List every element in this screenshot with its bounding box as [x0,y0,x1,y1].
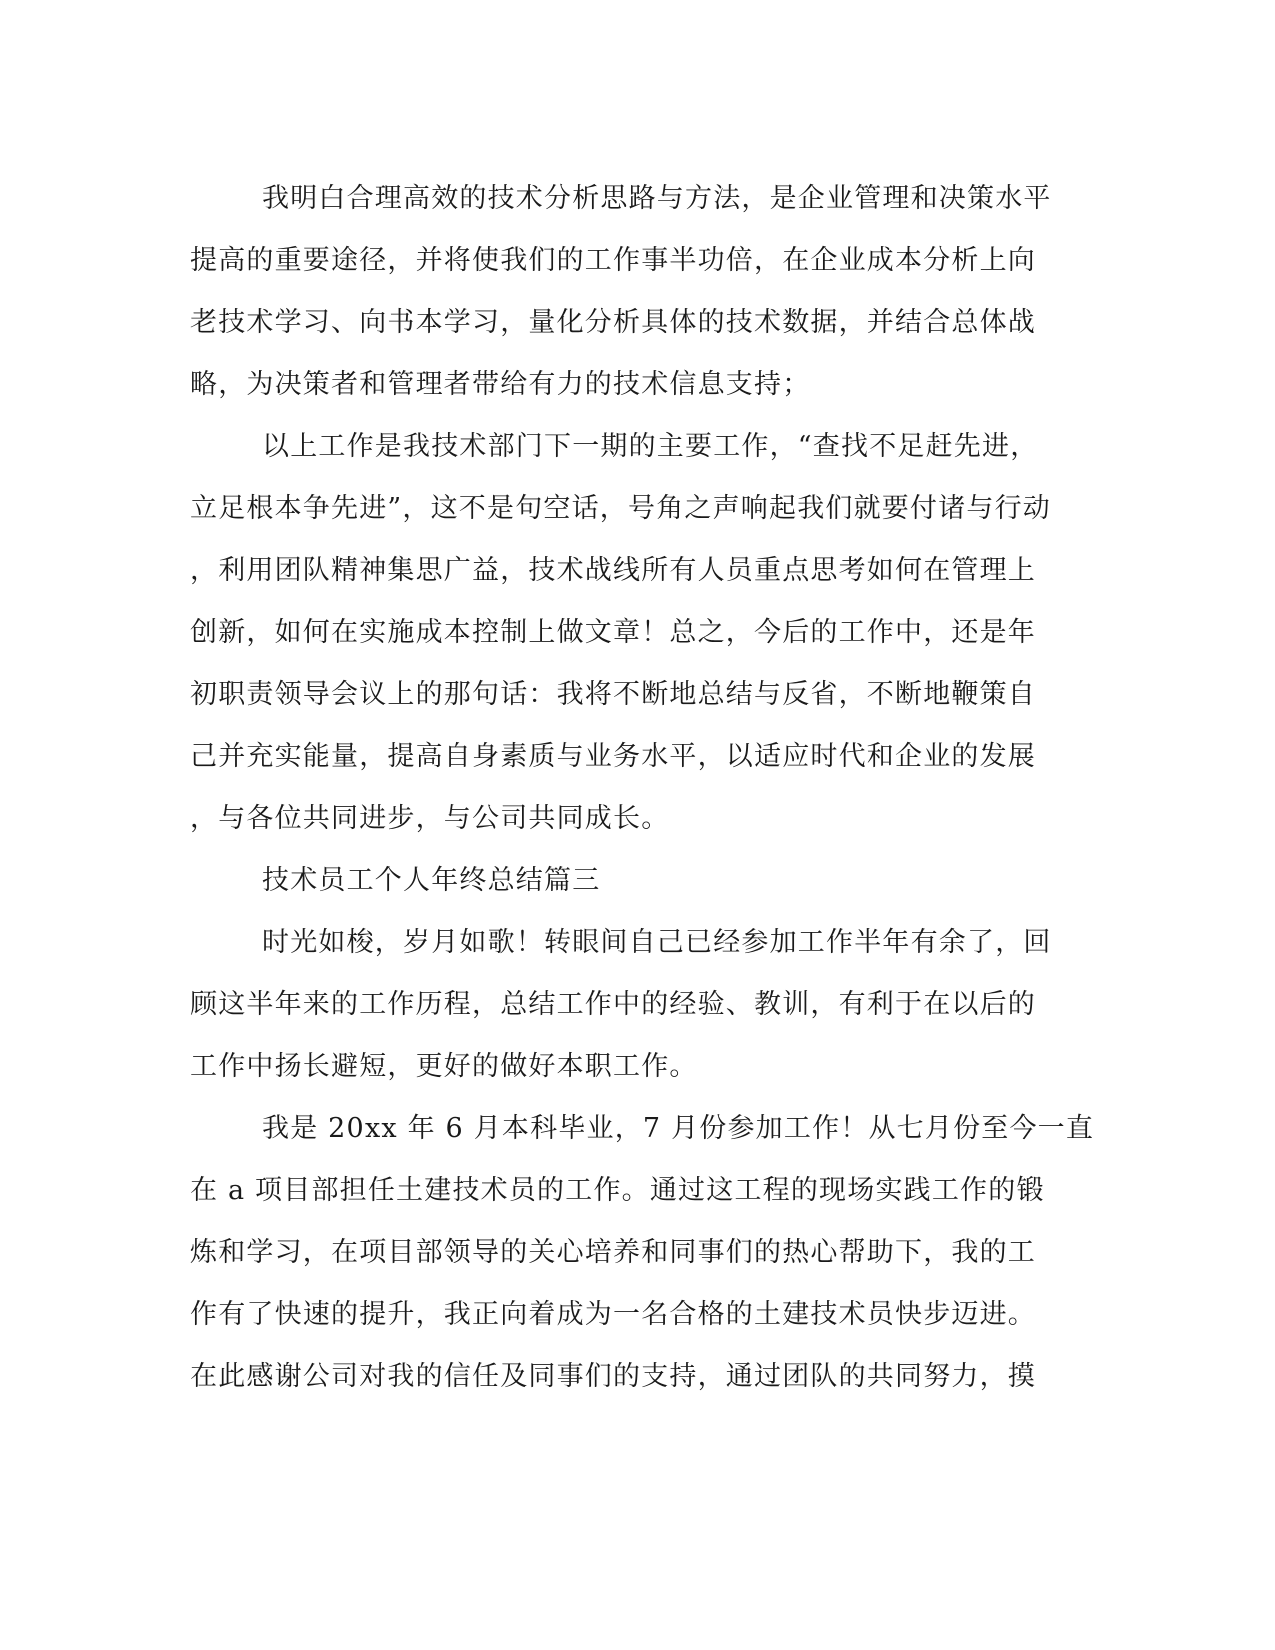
paragraph-line: 略，为决策者和管理者带给有力的技术信息支持； [190,369,811,400]
paragraph-line: ，与各位共同进步，与公司共同成长。 [190,803,670,834]
paragraph-line: 立足根本争先进”，这不是句空话，号角之声响起我们就要付诸与行动 [190,493,1052,524]
paragraph-line: 顾这半年来的工作历程，总结工作中的经验、教训，有利于在以后的 [190,989,1036,1020]
paragraph-line: 提高的重要途径，并将使我们的工作事半功倍，在企业成本分析上向 [190,245,1036,276]
paragraph-line: 时光如梭，岁月如歌！转眼间自己已经参加工作半年有余了，回 [262,927,1052,958]
paragraph-line: 创新，如何在实施成本控制上做文章！总之，今后的工作中，还是年 [190,617,1036,648]
paragraph-line: ，利用团队精神集思广益，技术战线所有人员重点思考如何在管理上 [190,555,1036,586]
paragraph-line: 工作中扬长避短，更好的做好本职工作。 [190,1051,698,1082]
paragraph-line: 初职责领导会议上的那句话：我将不断地总结与反省，不断地鞭策自 [190,679,1036,710]
paragraph-line: 己并充实能量，提高自身素质与业务水平，以适应时代和企业的发展 [190,741,1036,772]
document-body [190,168,1095,1408]
paragraph-line: 我明白合理高效的技术分析思路与方法，是企业管理和决策水平 [262,183,1052,214]
paragraph-line: 以上工作是我技术部门下一期的主要工作，“查找不足赶先进， [262,431,1039,462]
paragraph-line: 作有了快速的提升，我正向着成为一名合格的土建技术员快步迈进。 [190,1299,1036,1330]
paragraph-line: 在 a 项目部担任土建技术员的工作。通过这工程的现场实践工作的锻 [190,1175,1045,1206]
section-heading: 技术员工个人年终总结篇三 [262,865,601,896]
paragraph-line: 炼和学习，在项目部领导的关心培养和同事们的热心帮助下，我的工 [190,1237,1036,1268]
paragraph-line: 我是 20xx 年 6 月本科毕业，7 月份参加工作！从七月份至今一直 [262,1113,1095,1144]
paragraph-line: 在此感谢公司对我的信任及同事们的支持，通过团队的共同努力，摸 [190,1361,1036,1392]
paragraph-line: 老技术学习、向书本学习，量化分析具体的技术数据，并结合总体战 [190,307,1036,338]
